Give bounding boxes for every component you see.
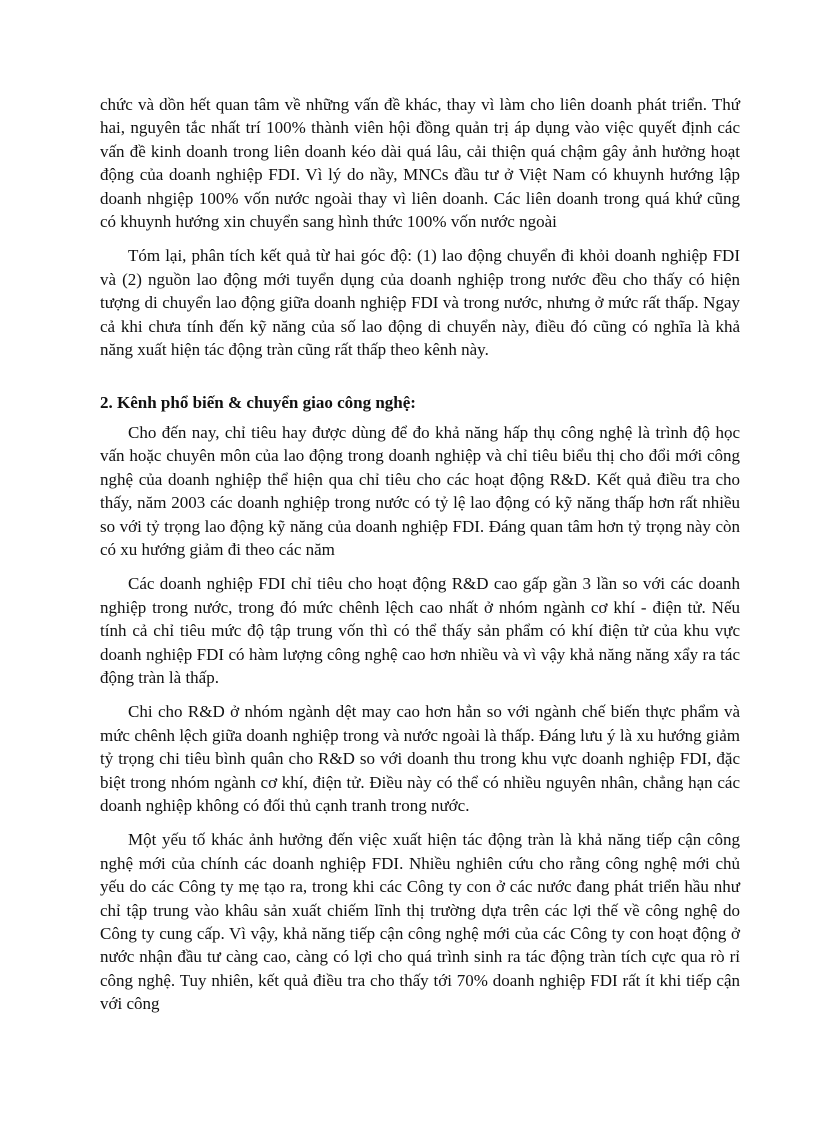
paragraph-continuation: chức và dồn hết quan tâm về những vấn đề khác, thay vì làm cho liên doanh phát triển. Thứ hai, nguyên tắc nhất trí 100% thành viên hội đồng quản trị áp dụng vào việc quyết định các vấn đề kinh doanh trong liên doanh kéo dài quá lâu, cải thiện quá chậm gây ảnh hưởng hoạt động của doanh nghiệp FDI. Vì lý do nầy, MNCs đầu tư ở Việt Nam có khuynh hướng lập doanh nhgiệp 100% vốn nước ngoài thay vì liên doanh. Các liên doanh trong quá khứ cũng có khuynh hướng xin chuyển sang hình thức 100% vốn nước ngoài	[100, 95, 740, 232]
paragraph-textile-rd: Chi cho R&D ở nhóm ngành dệt may cao hơn hẳn so với ngành chế biến thực phẩm và mức chênh lệch giữa doanh nghiệp trong và nước ngoài là thấp. Đáng lưu ý là xu hướng giảm tỷ trọng chi tiêu bình quân cho R&D so với doanh thu trong khu vực doanh nghiệp FDI, đặc biệt trong nhóm ngành cơ khí, điện tử. Điều này có thể có nhiều nguyên nhân, chẳng hạn các doanh nghiệp không có đối thủ cạnh tranh trong nước.	[100, 702, 740, 815]
paragraph-technology-absorption: Cho đến nay, chỉ tiêu hay được dùng để đo khả năng hấp thụ công nghệ là trình độ học vấn hoặc chuyên môn của lao động trong doanh nghiệp và chỉ tiêu biểu thị cho đổi mới công nghệ của doanh nghiệp thể hiện qua chỉ tiêu cho các hoạt động R&D. Kết quả điều tra cho thấy, năm 2003 các doanh nghiệp trong nước có tỷ lệ lao động có kỹ năng thấp hơn rất nhiều so với tỷ trọng lao động kỹ năng của doanh nghiệp FDI. Đáng quan tâm hơn tỷ trọng này còn có xu hướng giảm đi theo các năm	[100, 422, 740, 559]
paragraph-summary: Tóm lại, phân tích kết quả từ hai góc độ: (1) lao động chuyển đi khỏi doanh nghiệp FDI và (2) nguồn lao động mới tuyển dụng của doanh nghiệp trong nước đều cho thấy có hiện tượng di chuyển lao động giữa doanh nghiệp FDI và trong nước, nhưng ở mức rất thấp. Ngay cả khi chưa tính đến kỹ năng của số lao động di chuyển này, điều đó cũng có nghĩa là khả năng xuất hiện tác động tràn cũng rất thấp theo kênh này.	[100, 246, 740, 360]
section-heading: 2. Kênh phổ biến & chuyển giao công nghệ:	[100, 393, 416, 413]
paragraph-rd-spending: Các doanh nghiệp FDI chỉ tiêu cho hoạt động R&D cao gấp gần 3 lần so với các doanh nghiệp trong nước, trong đó mức chênh lệch cao nhất ở nhóm ngành cơ khí - điện tử. Nếu tính cả chỉ tiêu mức độ tập trung vốn thì có thể thấy sản phẩm có khí điện tử của khu vực doanh nghiệp FDI có hàm lượng công nghệ cao hơn nhiều và vì vậy khả năng năng xẩy ra tác động tràn là thấp.	[100, 574, 740, 687]
paragraph-technology-access: Một yếu tố khác ảnh hưởng đến việc xuất hiện tác động tràn là khả năng tiếp cận công nghệ mới của chính các doanh nghiệp FDI. Nhiều nghiên cứu cho rằng công nghệ mới chủ yếu do các Công ty mẹ tạo ra, trong khi các Công ty con ở các nước đang phát triển hầu như chỉ tập trung vào khâu sản xuất chiếm lĩnh thị trường dựa trên các lợi thế về công nghệ do Công ty cung cấp. Vì vậy, khả năng tiếp cận công nghệ mới của các Công ty con hoạt động ở nước nhận đầu tư càng cao, càng có lợi cho quá trình sinh ra tác động tràn tích cực qua rò rỉ công nghệ. Tuy nhiên, kết quả điều tra cho thấy tới 70% doanh nghiệp FDI rất ít khi tiếp cận với công	[100, 830, 740, 1014]
document-page	[100, 93, 740, 1027]
